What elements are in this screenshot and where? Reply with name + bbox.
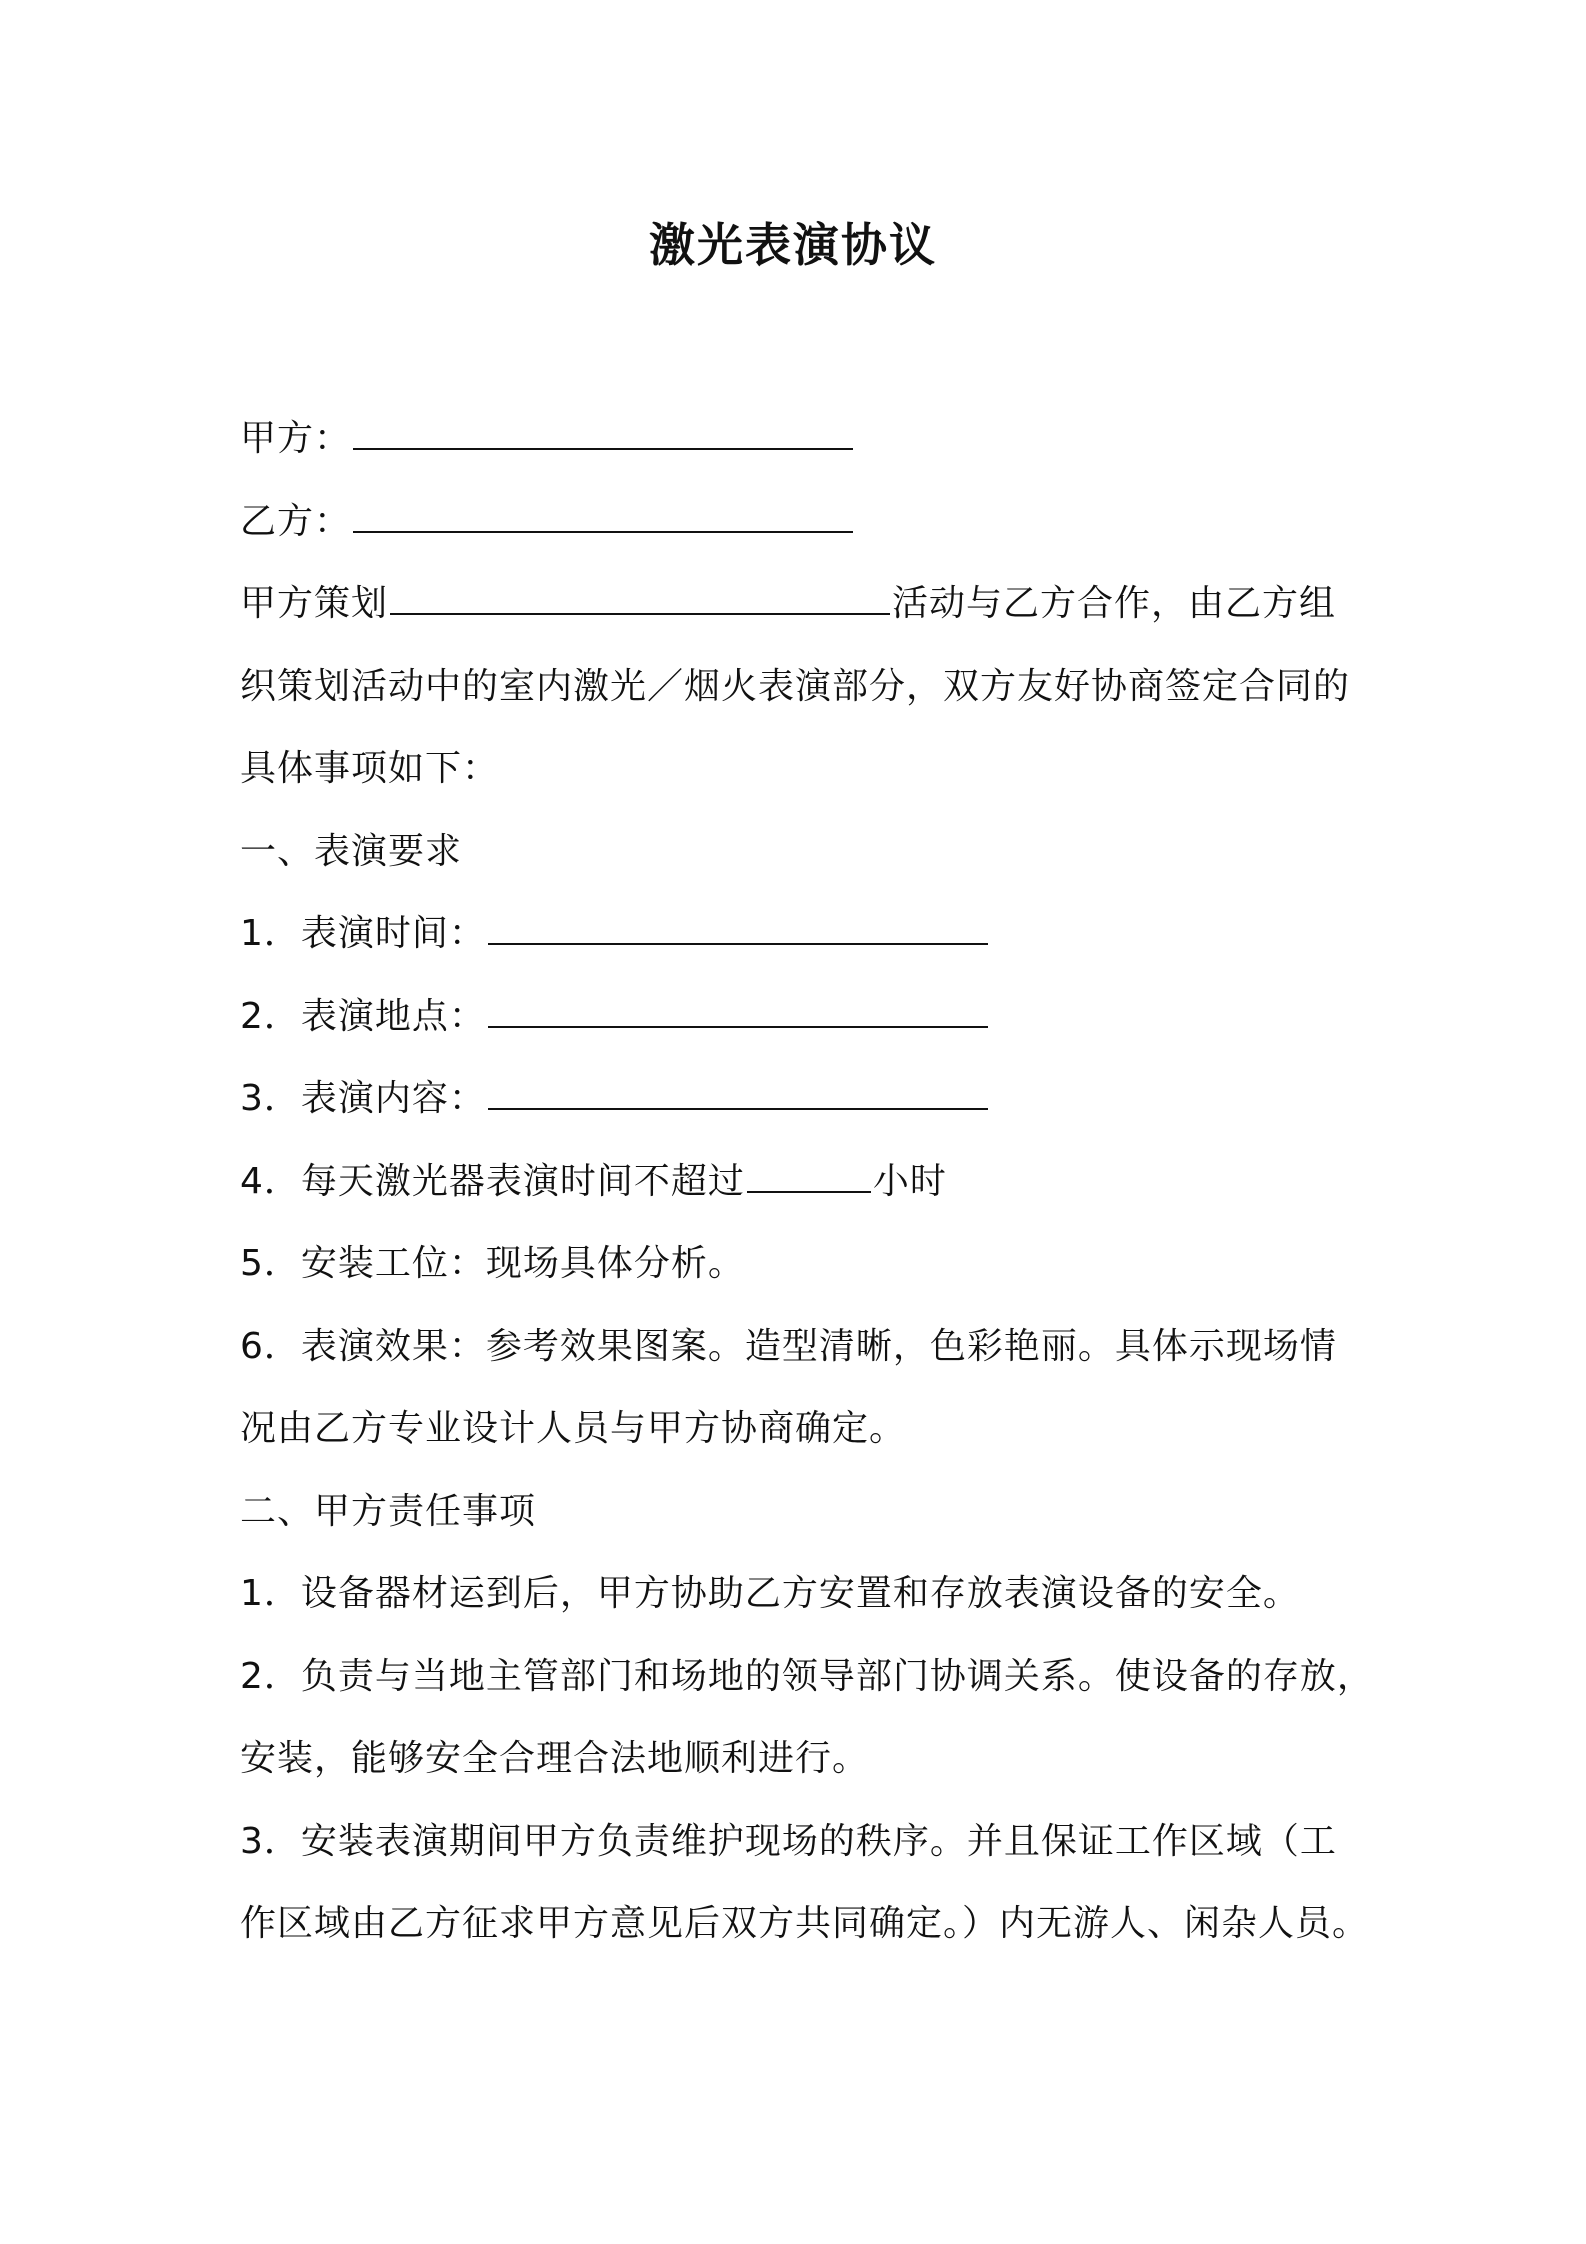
document-title: 激光表演协议 bbox=[649, 218, 937, 272]
intro-text-1: 甲方策划 bbox=[240, 583, 389, 624]
party-b-blank bbox=[353, 505, 853, 533]
section1-item6-line1: 6．表演效果：参考效果图案。造型清晰，色彩艳丽。具体示现场情 bbox=[240, 1325, 1337, 1367]
document-body bbox=[240, 398, 1374, 1966]
section1-item6-line2: 况由乙方专业设计人员与甲方协商确定。 bbox=[240, 1408, 907, 1449]
performance-content-label: 3．表演内容： bbox=[240, 1078, 486, 1119]
intro-line-1 bbox=[240, 563, 1350, 646]
party-b-line bbox=[240, 481, 1350, 564]
section2-heading: 二、甲方责任事项 bbox=[240, 1490, 537, 1532]
activity-blank bbox=[390, 587, 890, 615]
performance-location-blank bbox=[488, 1000, 988, 1028]
intro-line-3: 具体事项如下： bbox=[240, 748, 500, 789]
section1-heading: 一、表演要求 bbox=[240, 830, 463, 872]
performance-time-label: 1．表演时间： bbox=[240, 913, 486, 954]
performance-location-label: 2．表演地点： bbox=[240, 995, 486, 1037]
section1-item2 bbox=[240, 976, 1350, 1059]
party-b-label: 乙方： bbox=[240, 500, 352, 542]
intro-line-2: 织策划活动中的室内激光／烟火表演部分，双方友好协商签定合同的 bbox=[240, 665, 1351, 707]
section1-item3 bbox=[240, 1058, 1350, 1141]
section1-item1 bbox=[240, 893, 1350, 976]
intro-text-2: 活动与乙方合作，由乙方组 bbox=[892, 583, 1337, 624]
section2-item3-line2: 作区域由乙方征求甲方意见后双方共同确定。）内无游人、闲杂人员。 bbox=[240, 1903, 1370, 1944]
section2-item1: 1．设备器材运到后，甲方协助乙方安置和存放表演设备的安全。 bbox=[240, 1573, 1300, 1614]
daily-hours-blank bbox=[747, 1165, 871, 1193]
performance-time-blank bbox=[488, 917, 988, 945]
section2-item3-line1: 3．安装表演期间甲方负责维护现场的秩序。并且保证工作区域（工 bbox=[240, 1820, 1337, 1862]
section1-item5: 5．安装工位：现场具体分析。 bbox=[240, 1243, 745, 1284]
hours-unit: 小时 bbox=[872, 1160, 947, 1202]
party-a-label: 甲方： bbox=[240, 418, 352, 459]
party-a-blank bbox=[353, 422, 853, 450]
section2-item2-line1: 2．负责与当地主管部门和场地的领导部门协调关系。使设备的存放， bbox=[240, 1655, 1374, 1697]
daily-hours-text: 4．每天激光器表演时间不超过 bbox=[240, 1160, 745, 1202]
performance-content-blank bbox=[488, 1082, 988, 1110]
section1-item4 bbox=[240, 1141, 1350, 1224]
party-a-line bbox=[240, 398, 1350, 481]
section2-item2-line2: 安装，能够安全合理合法地顺利进行。 bbox=[240, 1738, 870, 1779]
